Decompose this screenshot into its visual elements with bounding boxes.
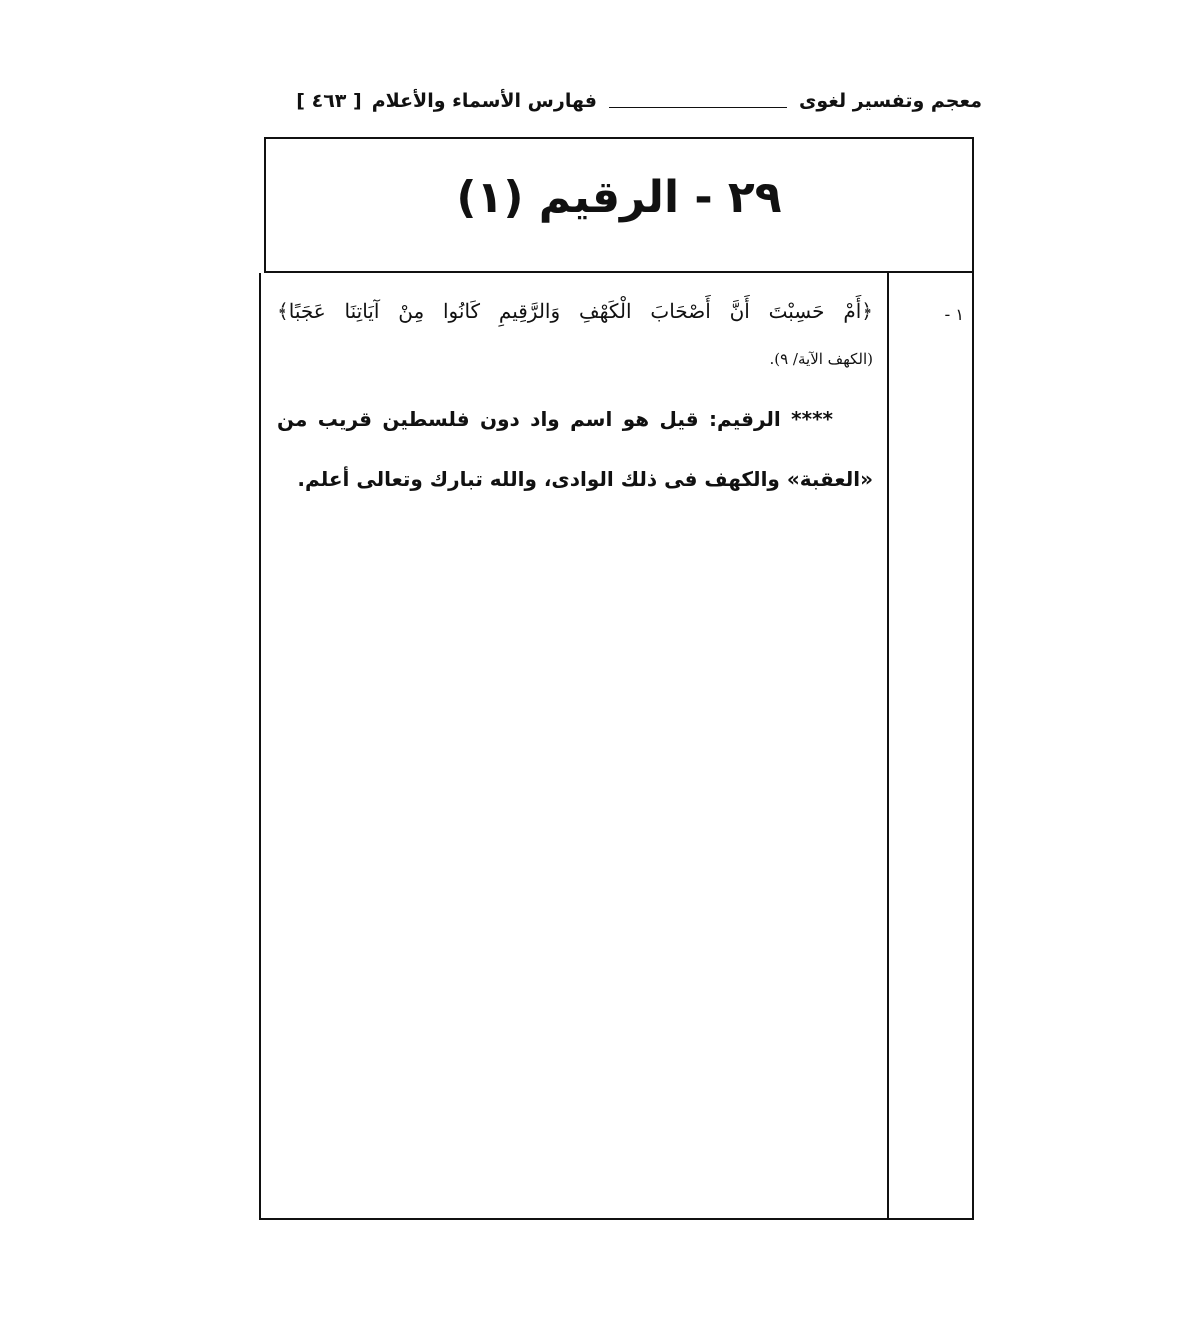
book-title: معجم وتفسير لغوى [798,90,982,112]
column-divider [887,273,889,1218]
title-box [264,137,974,273]
entry-title: ٢٩ - الرقيم (١) [456,171,782,223]
entry-table [259,273,974,1220]
page-number: [ ٤٦٣ ] [296,90,362,112]
commentary: **** الرقيم: قيل هو اسم واد دون فلسطين قريب من «العقبة» والكهف فى ذلك الوادى، والله تبارك وتعالى أعلم. [277,407,873,491]
entry-body [277,289,873,509]
quran-verse: ﴿أَمْ حَسِبْتَ أَنَّ أَصْحَابَ الْكَهْفِ وَالرَّقِيمِ كَانُوا مِنْ آيَاتِنَا عَجَبًا﴾ [277,299,873,323]
section-title: فهارس الأسماء والأعلام [371,90,597,112]
verse-citation: (الكهف الآية/ ٩). [769,350,873,368]
header-rule [609,107,787,108]
running-header [262,84,982,118]
entry-number: ١ - [944,305,964,324]
